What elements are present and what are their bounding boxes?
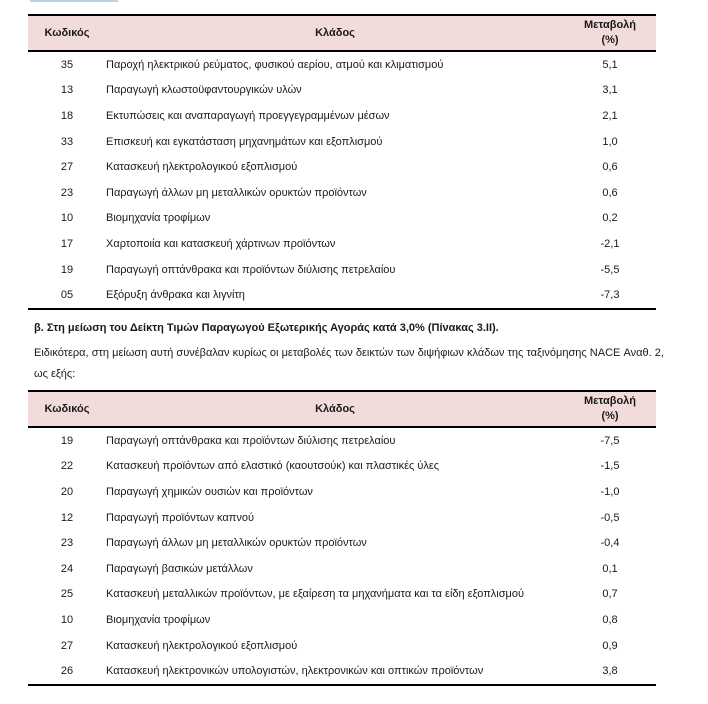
table-row	[28, 103, 656, 129]
cell-change: -0,5	[600, 511, 620, 524]
section-b-paragraph: Ειδικότερα, στη μείωση αυτή συνέβαλαν κυρίως οι μεταβολές των δεικτών των διψήφιων κλάδων της ταξινόμησης NACE Αναθ. 2, ως εξής:	[34, 347, 664, 380]
table-row	[28, 154, 656, 180]
cell-sector: Παραγωγή κλωστοϋφαντουργικών υλών	[106, 84, 302, 97]
cell-code: 05	[28, 282, 106, 309]
cell-code: 27	[60, 639, 74, 652]
table-row	[28, 206, 656, 232]
table-row	[28, 51, 656, 78]
cell-code: 10	[60, 613, 74, 626]
table-row	[28, 530, 656, 556]
cell-change: -0,4	[600, 537, 620, 550]
column-header-change-line2: (%)	[601, 410, 619, 422]
cell-code: 20	[60, 485, 74, 498]
cell-sector: Βιομηχανία τροφίμων	[106, 212, 211, 225]
cell-sector: Επισκευή και εγκατάσταση μηχανημάτων και εξοπλισμού	[106, 135, 383, 148]
cell-change: 0,8	[602, 613, 618, 626]
column-header-change	[564, 391, 656, 427]
cell-change: 0,1	[602, 562, 618, 575]
column-header-code: Κωδικός	[28, 391, 106, 427]
cell-sector: Κατασκευή μεταλλικών προϊόντων, με εξαίρεση τα μηχανήματα και τα είδη εξοπλισμού	[106, 588, 524, 601]
cell-code: 33	[60, 135, 74, 148]
table-row	[28, 129, 656, 155]
table-row	[28, 78, 656, 104]
cell-sector: Παραγωγή άλλων μη μεταλλικών ορυκτών προϊόντων	[106, 537, 367, 550]
cell-sector: Παραγωγή προϊόντων καπνού	[106, 511, 254, 524]
table-header-row	[28, 15, 656, 51]
cell-sector: Παραγωγή άλλων μη μεταλλικών ορυκτών προϊόντων	[106, 186, 367, 199]
table-row	[28, 427, 656, 454]
section-b-heading: β. Στη μείωση του Δείκτη Τιμών Παραγωγού Εξωτερικής Αγοράς κατά 3,0% (Πίνακας 3.ΙΙ).	[34, 322, 499, 334]
cell-change: -1,0	[600, 485, 620, 498]
cell-sector: Παραγωγή οπτάνθρακα και προϊόντων διύλισης πετρελαίου	[106, 434, 396, 447]
cell-code: 10	[60, 212, 74, 225]
column-header-sector: Κλάδος	[106, 15, 564, 51]
cell-code: 26	[28, 658, 106, 685]
top-tab-remnant	[30, 0, 118, 2]
cell-sector: Κατασκευή ηλεκτρολογικού εξοπλισμού	[106, 639, 298, 652]
cell-change: 0,7	[602, 588, 618, 601]
cell-change: -1,5	[600, 460, 620, 473]
cell-sector: Παραγωγή βασικών μετάλλων	[106, 562, 253, 575]
cell-code: 18	[60, 109, 74, 122]
cell-sector: Κατασκευή προϊόντων από ελαστικό (καουτσούκ) και πλαστικές ύλες	[106, 460, 440, 473]
cell-sector: Παραγωγή οπτάνθρακα και προϊόντων διύλισης πετρελαίου	[106, 263, 396, 276]
cell-code: 19	[60, 434, 74, 447]
table-row	[28, 479, 656, 505]
cell-change: 3,1	[602, 84, 618, 97]
cell-code: 22	[60, 460, 74, 473]
cell-code: 13	[60, 84, 74, 97]
cell-code: 12	[60, 511, 74, 524]
cell-code: 23	[60, 186, 74, 199]
cell-code: 35	[60, 58, 74, 71]
cell-change: 0,9	[602, 639, 618, 652]
cell-sector: Εξόρυξη άνθρακα και λιγνίτη	[106, 282, 564, 309]
cell-change: -2,1	[600, 237, 620, 250]
cell-sector: Παροχή ηλεκτρικού ρεύματος, φυσικού αερίου, ατμού και κλιματισμού	[106, 58, 444, 71]
cell-code: 24	[60, 562, 74, 575]
table-row	[28, 257, 656, 283]
cell-code: 19	[60, 263, 74, 276]
table-row	[28, 282, 656, 309]
cell-change: -7,3	[564, 282, 656, 309]
cell-sector: Κατασκευή ηλεκτρονικών υπολογιστών, ηλεκτρονικών και οπτικών προϊόντων	[106, 658, 564, 685]
cell-sector: Παραγωγή χημικών ουσιών και προϊόντων	[106, 485, 313, 498]
cell-change: 0,6	[602, 161, 618, 174]
cell-code: 17	[60, 237, 74, 250]
column-header-change-line1: Μεταβολή	[583, 395, 637, 407]
cell-change: -7,5	[600, 434, 620, 447]
table-row	[28, 231, 656, 257]
cell-sector: Εκτυπώσεις και αναπαραγωγή προεγγεγραμμένων μέσων	[106, 109, 390, 122]
column-header-sector: Κλάδος	[106, 391, 564, 427]
cell-change: 1,0	[602, 135, 618, 148]
cell-sector: Κατασκευή ηλεκτρολογικού εξοπλισμού	[106, 161, 298, 174]
table-header-row	[28, 391, 656, 427]
cell-change: 0,6	[602, 186, 618, 199]
column-header-code: Κωδικός	[28, 15, 106, 51]
cell-code: 23	[60, 537, 74, 550]
column-header-change	[564, 15, 656, 51]
cell-change: 0,2	[602, 212, 618, 225]
cell-change: -5,5	[600, 263, 620, 276]
table-row	[28, 505, 656, 531]
cell-code: 25	[60, 588, 74, 601]
cell-sector: Βιομηχανία τροφίμων	[106, 613, 211, 626]
cell-sector: Χαρτοποιία και κατασκευή χάρτινων προϊόντων	[106, 237, 336, 250]
cell-change: 5,1	[602, 58, 618, 71]
cell-change: 3,8	[564, 658, 656, 685]
table-row	[28, 556, 656, 582]
table-row	[28, 607, 656, 633]
table-sector-decreases	[28, 390, 656, 686]
table-row	[28, 582, 656, 608]
table-row	[28, 658, 656, 685]
cell-change: 2,1	[602, 109, 618, 122]
cell-code: 27	[60, 161, 74, 174]
table-row	[28, 180, 656, 206]
column-header-change-line1: Μεταβολή	[583, 19, 637, 31]
table-sector-increases	[28, 14, 656, 310]
table-row	[28, 454, 656, 480]
column-header-change-line2: (%)	[601, 34, 619, 46]
table-row	[28, 633, 656, 659]
